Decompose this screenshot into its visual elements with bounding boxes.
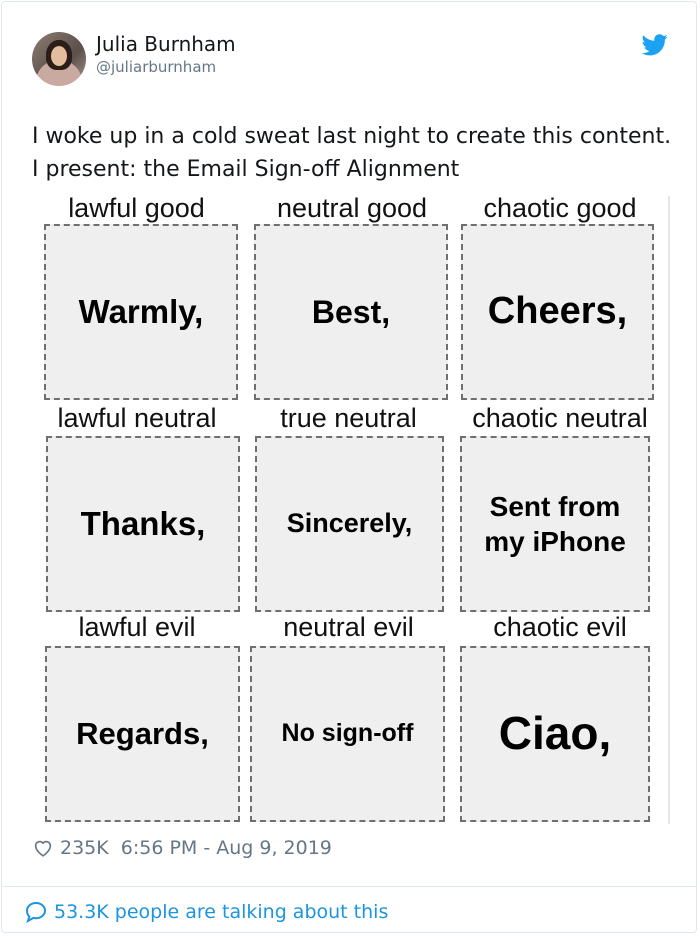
alignment-cell: [45, 646, 240, 822]
author-handle[interactable]: @juliarburnham: [96, 58, 217, 76]
conversation-link[interactable]: [24, 898, 388, 926]
avatar[interactable]: [32, 32, 86, 86]
cell-label: chaotic neutral: [472, 403, 648, 433]
cell-label: chaotic evil: [493, 612, 627, 642]
signoff-text: Regards,: [76, 715, 209, 751]
alignment-cell: [255, 436, 444, 612]
alignment-chart-image[interactable]: [32, 193, 670, 824]
alignment-cell: [461, 224, 654, 400]
signoff-text: Warmly,: [78, 293, 204, 331]
avatar-face: [51, 46, 67, 66]
signoff-text: Best,: [311, 294, 391, 330]
alignment-cell: [46, 436, 240, 612]
cell-label: neutral evil: [283, 612, 414, 642]
conversation-text[interactable]: 53.3K people are talking about this: [54, 901, 389, 923]
signoff-text: Cheers,: [487, 290, 628, 333]
signoff-text: Ciao,: [498, 707, 612, 760]
cell-label: lawful evil: [78, 612, 196, 642]
cell-label: lawful neutral: [57, 403, 217, 433]
speech-bubble-icon: [24, 900, 48, 924]
alignment-cell: [460, 436, 650, 612]
signoff-text: No sign-off: [281, 719, 414, 748]
cell-label: true neutral: [280, 403, 417, 433]
signoff-text: Sincerely,: [286, 508, 413, 539]
like-count[interactable]: 235K: [60, 837, 109, 859]
alignment-cell: [254, 224, 448, 400]
author-name[interactable]: Julia Burnham: [96, 32, 236, 56]
divider: [1, 886, 697, 887]
signoff-text: Thanks,: [80, 505, 206, 543]
tweet-timestamp[interactable]: 6:56 PM - Aug 9, 2019: [120, 837, 332, 859]
cell-label: neutral good: [276, 193, 428, 223]
cell-label: chaotic good: [483, 193, 637, 223]
alignment-cell: [44, 224, 238, 400]
twitter-bird-icon[interactable]: [642, 34, 668, 56]
tweet-meta: [32, 834, 332, 862]
tweet-text: I woke up in a cold sweat last night to create this content. I present: the Email Sign-off Alignment: [32, 124, 672, 182]
alignment-cell: [250, 646, 445, 822]
cell-label: lawful good: [68, 193, 205, 223]
signoff-text: Sent from my iPhone: [484, 491, 626, 557]
alignment-cell: [460, 646, 650, 822]
heart-icon[interactable]: [32, 837, 54, 859]
